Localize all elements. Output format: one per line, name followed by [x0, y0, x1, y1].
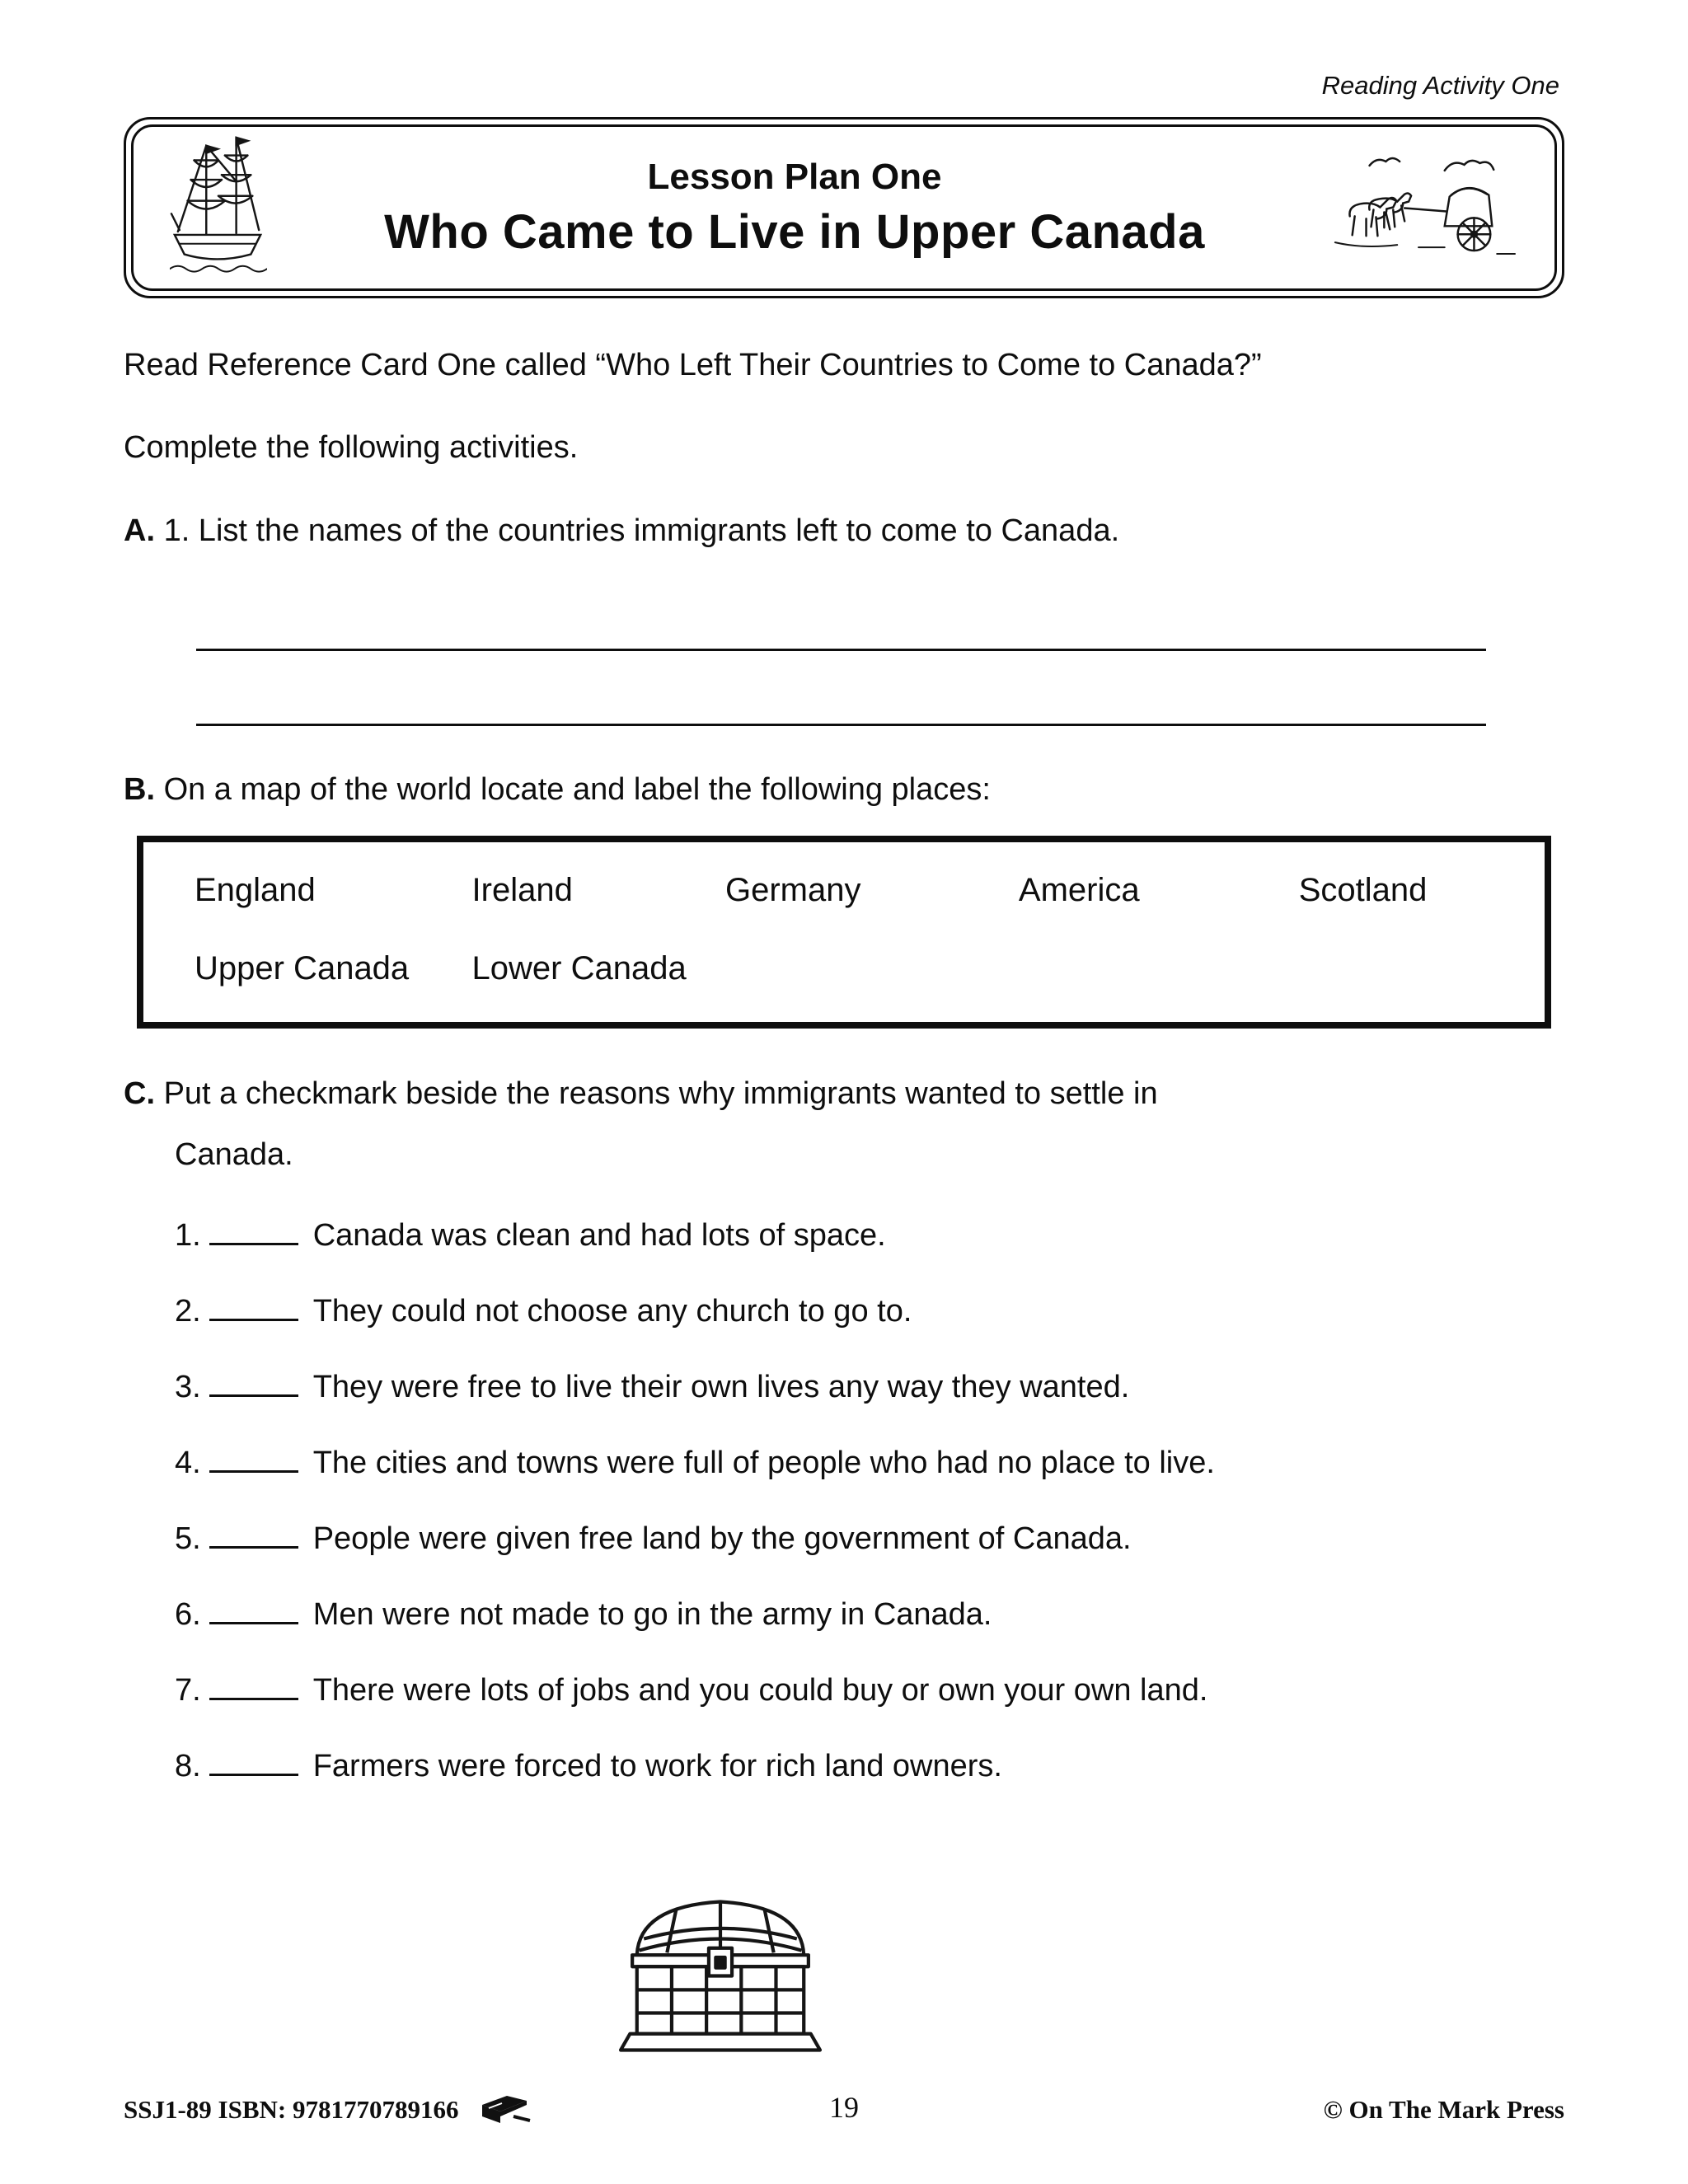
answer-line-1 — [196, 649, 1486, 651]
section-c — [124, 1075, 1564, 1784]
place-america: America — [1018, 872, 1140, 908]
checkmark-blank-5 — [209, 1521, 298, 1549]
intro-line-2: Complete the following activities. — [124, 429, 579, 465]
checkmark-blank-8 — [209, 1748, 298, 1776]
page-title: Who Came to Live in Upper Canada — [384, 204, 1205, 259]
places-word-box — [137, 836, 1551, 1029]
item-text: The cities and towns were full of people who had no place to live. — [312, 1446, 1215, 1480]
item-number: 3. — [175, 1370, 201, 1404]
page-number: 19 — [829, 2091, 859, 2124]
places-row-2 — [195, 950, 1528, 987]
lesson-header-banner — [124, 117, 1564, 298]
item-text: Men were not made to go in the army in Canada. — [312, 1597, 992, 1632]
section-b-text: On a map of the world locate and label the following places: — [163, 771, 991, 807]
place-upper-canada: Upper Canada — [195, 950, 410, 987]
section-c-label: C. — [124, 1076, 155, 1111]
item-number: 1. — [175, 1218, 201, 1253]
item-number: 7. — [175, 1673, 201, 1708]
item-number: 6. — [175, 1597, 201, 1632]
section-c-text-line2: Canada. — [175, 1137, 293, 1172]
checkmark-blank-6 — [209, 1596, 298, 1624]
item-text: There were lots of jobs and you could buy or own your own land. — [312, 1673, 1208, 1708]
sailing-ship-icon — [170, 133, 267, 283]
checkmark-list — [124, 1217, 1564, 1784]
check-item-1 — [175, 1217, 1564, 1254]
lesson-subtitle: Lesson Plan One — [647, 156, 942, 197]
section-c-text-line1: Put a checkmark beside the reasons why immigrants wanted to settle in — [163, 1076, 1158, 1111]
section-b-label: B. — [124, 771, 155, 807]
checkmark-blank-3 — [209, 1369, 298, 1397]
reading-activity-note: Reading Activity One — [1321, 71, 1559, 100]
check-item-4 — [175, 1445, 1564, 1481]
item-text: Canada was clean and had lots of space. — [312, 1218, 886, 1253]
check-item-3 — [175, 1369, 1564, 1405]
treasure-chest-wrap — [124, 1883, 1564, 2074]
place-scotland: Scotland — [1298, 872, 1428, 908]
check-item-2 — [175, 1293, 1564, 1329]
item-number: 8. — [175, 1749, 201, 1783]
check-item-8 — [175, 1748, 1564, 1784]
checkmark-blank-2 — [209, 1293, 298, 1321]
section-a-heading — [124, 512, 1564, 551]
intro-line-1: Read Reference Card One called “Who Left Their Countries to Come to Canada?” — [124, 348, 1262, 382]
item-text: They were free to live their own lives any way they wanted. — [312, 1370, 1130, 1404]
lesson-header-inner — [131, 124, 1557, 291]
section-a-label: A. — [124, 513, 155, 548]
item-text: People were given free land by the government of Canada. — [312, 1521, 1132, 1556]
place-england: England — [195, 872, 316, 908]
check-item-6 — [175, 1596, 1564, 1633]
place-lower-canada: Lower Canada — [471, 950, 687, 987]
item-number: 4. — [175, 1446, 201, 1480]
section-c-heading — [124, 1075, 1564, 1114]
check-item-7 — [175, 1672, 1564, 1708]
checkmark-blank-4 — [209, 1445, 298, 1473]
section-a-text: 1. List the names of the countries immigrants left to come to Canada. — [163, 513, 1120, 548]
place-germany: Germany — [724, 872, 861, 908]
section-b-heading — [124, 771, 1564, 810]
page-footer — [124, 2092, 1564, 2125]
answer-line-2 — [196, 724, 1486, 726]
item-text: Farmers were forced to work for rich land owners. — [312, 1749, 1002, 1783]
treasure-chest-icon — [604, 1883, 837, 2074]
item-number: 2. — [175, 1294, 201, 1329]
copyright-text: © On The Mark Press — [1323, 2095, 1564, 2124]
check-item-5 — [175, 1521, 1564, 1557]
lesson-header-titles — [267, 157, 1322, 260]
checkmark-blank-7 — [209, 1672, 298, 1700]
checkmark-blank-1 — [209, 1217, 298, 1245]
horse-wagon-icon — [1322, 152, 1518, 263]
isbn-text: SSJ1-89 ISBN: 9781770789166 — [124, 2095, 459, 2124]
places-row-1 — [195, 872, 1528, 909]
place-ireland: Ireland — [471, 872, 573, 908]
item-number: 5. — [175, 1521, 201, 1556]
item-text: They could not choose any church to go to. — [312, 1294, 912, 1329]
